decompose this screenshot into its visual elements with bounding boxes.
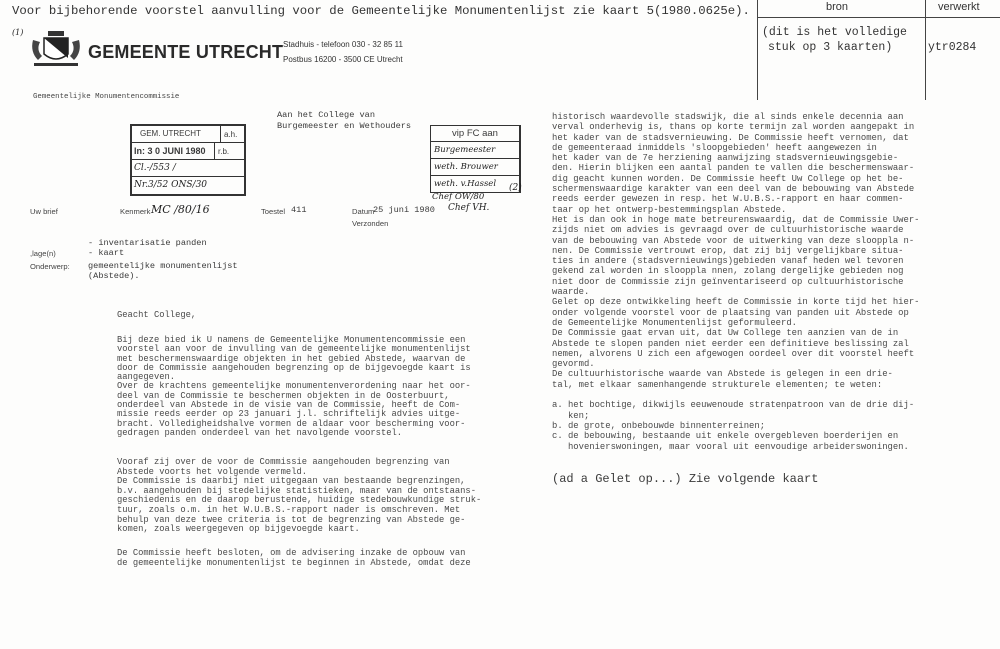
text-line: niet door de Commissie zijn geïnventariseerd op cultuurhistorische xyxy=(552,276,904,287)
text-line: met beschermenswaardige objekten in het gebied Abstede, waarvan de xyxy=(117,353,466,364)
stamp-org: GEM. UTRECHT xyxy=(132,126,221,142)
routing-line: Chef OW/80 xyxy=(432,192,485,202)
stamp-rb: r.b. xyxy=(218,146,230,156)
text-line: Abstede voorts het volgende vermeld. xyxy=(117,466,308,477)
text-line: Abstede te slopen panden niet eerder een definitieve beslissing zal xyxy=(552,338,909,349)
text-line: het kader van de 7e herziening aanwijzing stadsvernieuwingsgebie- xyxy=(552,153,899,164)
text-line: schermenswaardige karakter van een deel van de bebouwing van Abstede xyxy=(552,184,915,195)
paragraph xyxy=(117,336,471,438)
text-line: gekend zal worden in slooppla nnen, zolang dergelijke gebieden nog xyxy=(552,266,904,277)
routing-line: weth. Brouwer xyxy=(431,159,519,176)
text-line: den. Hierin blijken een aantal panden te vallen die beschermenswaar- xyxy=(552,163,915,174)
text-line: geschiedenis en de daarop berustende, huidige stedebouwkundige struk- xyxy=(117,495,482,506)
text-line: De cultuurhistorische waarde van Abstede is gelegen in een drie- xyxy=(552,369,893,380)
archive-note: Voor bijbehorende voorstel aanvulling voor de Gemeentelijke Monumentenlijst zie kaart 5(1980.0625e). xyxy=(12,4,750,18)
paragraph xyxy=(117,549,471,568)
text-line: de gemeenteraad inmiddels 'sloopgebieden' heeft aangewezen in xyxy=(552,142,877,153)
verwerkt-code: ytr0284 xyxy=(928,41,977,54)
stamp-ah: a.h. xyxy=(224,129,238,139)
text-line: De Commissie heeft besloten, om de advisering inzake de opbouw van xyxy=(117,548,466,558)
paragraph xyxy=(117,458,481,535)
text-line: a. het bochtige, dikwijls eeuwenoude stratenpatroon van de drie dij- xyxy=(552,400,915,411)
city-coat-of-arms-logo xyxy=(30,30,82,68)
text-line: gedragen panden onderdeel van het navolgende voorstel. xyxy=(117,427,403,438)
text-line: voorstel aan voor de invulling van de gemeentelijke monumentenlijst xyxy=(117,344,471,355)
text-line: het kader van de stadsvernieuwing. De Commissie heeft vernomen, dat xyxy=(552,132,909,143)
text-line: de gemeentelijke monumentenlijst te beginnen in Abstede, omdat deze xyxy=(117,557,471,568)
text-line: Over de krachtens gemeentelijke monumentenverordening naar het oor- xyxy=(117,381,471,392)
text-line: onderdeel van Abstede in de visie van de Commissie, heeft de Com- xyxy=(117,400,461,411)
text-line: gevormd. xyxy=(552,359,595,370)
kenmerk-value: MC /80/16 xyxy=(151,203,210,216)
header-verwerkt: verwerkt xyxy=(938,1,980,13)
toestel-value: 411 xyxy=(291,205,307,215)
table-divider xyxy=(757,17,1000,18)
bijlage-item: - kaart xyxy=(88,248,125,258)
datum-label: Datum xyxy=(352,207,375,216)
onderwerp-value: gemeentelijke monumentenlijst xyxy=(88,261,238,271)
text-line: missie reeds eerder op 23 januari j.l. schriftelijk advies uitge- xyxy=(117,409,461,420)
routing-line: Burgemeester xyxy=(431,142,519,159)
text-line: ken; xyxy=(552,410,590,421)
text-line: b. de grote, onbebouwde binnenterreinen; xyxy=(552,420,766,431)
brand-name: GEMEENTE UTRECHT xyxy=(88,42,284,62)
address-line: Postbus 16200 - 3500 CE Utrecht xyxy=(283,55,403,64)
text-line: ties in andere (stadsvernieuwings)gebieden vanaf heden wel tevoren xyxy=(552,256,904,267)
routing-mark: (2) xyxy=(509,183,522,193)
routing-title: vip FC aan xyxy=(431,126,519,142)
stamp-cl: Cl.-/553 / xyxy=(134,163,176,173)
text-line: nen. De Commissie vertrouwt erop, dat zij bij vergelijkbare situa- xyxy=(552,245,904,256)
text-line: historisch waardevolle stadswijk, die al sinds enkele decennia aan xyxy=(552,112,904,122)
recipient-line: Burgemeester en Wethouders xyxy=(277,121,412,131)
text-line: nemen, alvorens U zich een afgewogen oordeel over dit voorstel heeft xyxy=(552,348,915,359)
continued-text xyxy=(552,112,920,452)
receipt-stamp xyxy=(130,124,246,196)
text-line: waarde. xyxy=(552,287,590,298)
toestel-label: Toestel xyxy=(261,207,286,216)
text-line: Vooraf zij over de voor de Commissie aangehouden begrenzing van xyxy=(117,457,450,467)
routing-line: weth. v.Hassel xyxy=(434,179,497,189)
salutation: Geacht College, xyxy=(117,310,197,320)
uw-brief-label: Uw brief xyxy=(30,207,58,216)
text-line: b.v. aangehouden bij stedelijke statistieken, maar van de ontstaans- xyxy=(117,485,476,496)
recipient-line: Aan het College van xyxy=(277,110,375,120)
sender-department: Gemeentelijke Monumentencommissie xyxy=(33,93,180,101)
text-line: bracht. Volledigheidshalve vormen de aldaar voor bescherming voor- xyxy=(117,418,466,429)
table-divider xyxy=(925,0,926,100)
bijlage-item: - inventarisatie panden xyxy=(88,238,207,248)
onderwerp-value: (Abstede). xyxy=(88,271,140,281)
kenmerk-label: Kenmerk xyxy=(120,207,151,216)
text-line: c. de bebouwing, bestaande uit enkele overgebleven boerderijen en xyxy=(552,431,899,442)
text-line: zijds niet om advies is gevraagd over de cultuurhistorische waarde xyxy=(552,225,904,236)
text-line: Het is dan ook in hoge mate betreurenswaardig, dat de Commissie Uwer- xyxy=(552,214,920,225)
text-line: behulp van deze twee criteria is tot de begrenzing van Abstede ge- xyxy=(117,514,466,525)
text-line: van de bebouwing van Abstede voor de uitwerking van deze slooppla n- xyxy=(552,235,915,246)
verzonden-label: Verzonden xyxy=(352,219,389,228)
bron-line: stuk op 3 kaarten) xyxy=(768,41,893,54)
closing-note: (ad a Gelet op...) Zie volgende kaart xyxy=(552,472,819,486)
text-line: aangegeven. xyxy=(117,372,176,383)
datum-note: Chef VH. xyxy=(448,203,490,213)
text-line: Gelet op deze ontwikkeling heeft de Commissie in korte tijd het hier- xyxy=(552,297,920,308)
bijlagen-label: ,lage(n) xyxy=(30,249,56,258)
text-line: dig geacht kunnen worden. De Commissie heeft Uw College op het be- xyxy=(552,173,904,184)
datum-value: 25 juni 1980 xyxy=(373,205,435,215)
text-line: door de Commissie aangehouden begrenzing op de bijgevoegde kaart is xyxy=(117,362,471,373)
text-line: taar op het ontwerp-bestemmingsplan Abstede. xyxy=(552,204,787,215)
stamp-date: In: 3 0 JUNI 1980 xyxy=(132,143,215,159)
page-mark: (1) xyxy=(12,28,24,37)
address-line: Stadhuis - telefoon 030 - 32 85 11 xyxy=(283,40,403,49)
text-line: tal, met elkaar samenhangende strukturele elementen; te weten: xyxy=(552,379,883,390)
onderwerp-label: Onderwerp: xyxy=(30,262,70,271)
text-line xyxy=(552,390,920,400)
text-line: tuur, zoals o.m. in het W.U.B.S.-rapport nader is omschreven. Met xyxy=(117,504,461,515)
text-line: verval onderhevig is, thans op korte termijn zal worden aangepakt in xyxy=(552,122,915,133)
header-bron: bron xyxy=(826,1,849,13)
bron-line: (dit is het volledige xyxy=(762,26,907,39)
text-line: reeds eerder gewezen in resp. het W.U.B.S.-rapport en haar commen- xyxy=(552,194,904,205)
text-line: Bij deze bied ik U namens de Gemeentelijke Monumentencommissie een xyxy=(117,335,466,345)
text-line: de Gemeentelijke Monumentenlijst geformuleerd. xyxy=(552,317,797,328)
text-line: De Commissie gaat ervan uit, dat Uw College ten aanzien van de in xyxy=(552,328,899,339)
text-line: deel van de Commissie te beschermen objekten in de Oosterbuurt, xyxy=(117,390,450,401)
text-line: komen, zoals weergegeven op bijgevoegde kaart. xyxy=(117,524,360,535)
text-line: hovenierswoningen, maar vooral uit eenvoudige arbeiderswoningen. xyxy=(552,441,909,452)
routing-stamp xyxy=(430,125,521,193)
table-divider xyxy=(757,0,758,100)
stamp-nr: Nr.3/52 ONS/30 xyxy=(134,180,208,190)
text-line: onder volgende voorstel voor de plaatsing van panden uit Abstede op xyxy=(552,307,909,318)
text-line: De Commissie is daarbij niet uitgegaan van bestaande begrenzingen, xyxy=(117,476,466,487)
